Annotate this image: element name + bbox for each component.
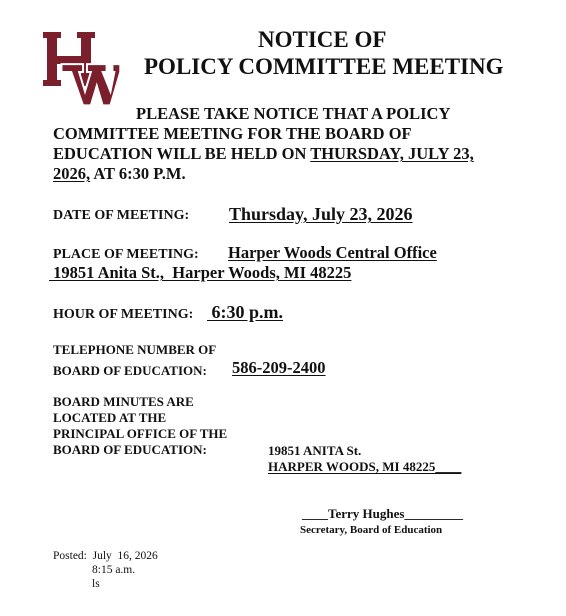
hw-logo [40,25,126,111]
notice-line-4 [53,164,186,184]
notice-meeting-date: THURSDAY, JULY 23, [310,144,474,163]
posted-date: Posted: July 16, 2026 [53,550,158,562]
hour-of-meeting-value: 6:30 p.m. [207,302,283,322]
notice-line-1: PLEASE TAKE NOTICE THAT A POLICY [136,104,451,123]
date-of-meeting-value: Thursday, July 23, 2026 [229,204,413,224]
place-of-meeting-value: Harper Woods Central Office [228,243,437,262]
minutes-label-3: PRINCIPAL OFFICE OF THE [53,426,228,441]
posted-initials: ls [92,578,100,590]
notice-line-3 [53,144,474,164]
date-of-meeting-label: DATE OF MEETING: [53,208,190,223]
place-of-meeting-label: PLACE OF MEETING: [53,247,199,262]
place-of-meeting-address: 19851 Anita St., Harper Woods, MI 48225 [49,263,352,282]
notice-meeting-year: 2026, [53,164,91,183]
minutes-label-2: LOCATED AT THE [53,410,167,425]
telephone-value: 586-209-2400 [232,358,326,377]
minutes-label-1: BOARD MINUTES ARE [53,394,194,409]
minutes-address-1: 19851 ANITA St. [268,443,362,458]
title-line-2: POLICY COMMITTEE MEETING [144,54,504,79]
title-line-1: NOTICE OF [258,27,387,52]
minutes-address-2: HARPER WOODS, MI 48225____ [268,459,462,474]
telephone-label-1: TELEPHONE NUMBER OF [53,342,217,357]
notice-line-2: COMMITTEE MEETING FOR THE BOARD OF [53,124,412,143]
notice-meeting-time: AT 6:30 P.M. [90,164,186,183]
hour-of-meeting-label: HOUR OF MEETING: [53,307,194,322]
notice-line-3-text: EDUCATION WILL BE HELD ON [53,144,311,163]
signature-title: Secretary, Board of Education [300,524,443,536]
signature-name: ____Terry Hughes_________ [302,506,463,521]
telephone-label-2: BOARD OF EDUCATION: [53,363,207,378]
posted-time: 8:15 a.m. [92,564,136,576]
minutes-label-4: BOARD OF EDUCATION: [53,442,207,457]
